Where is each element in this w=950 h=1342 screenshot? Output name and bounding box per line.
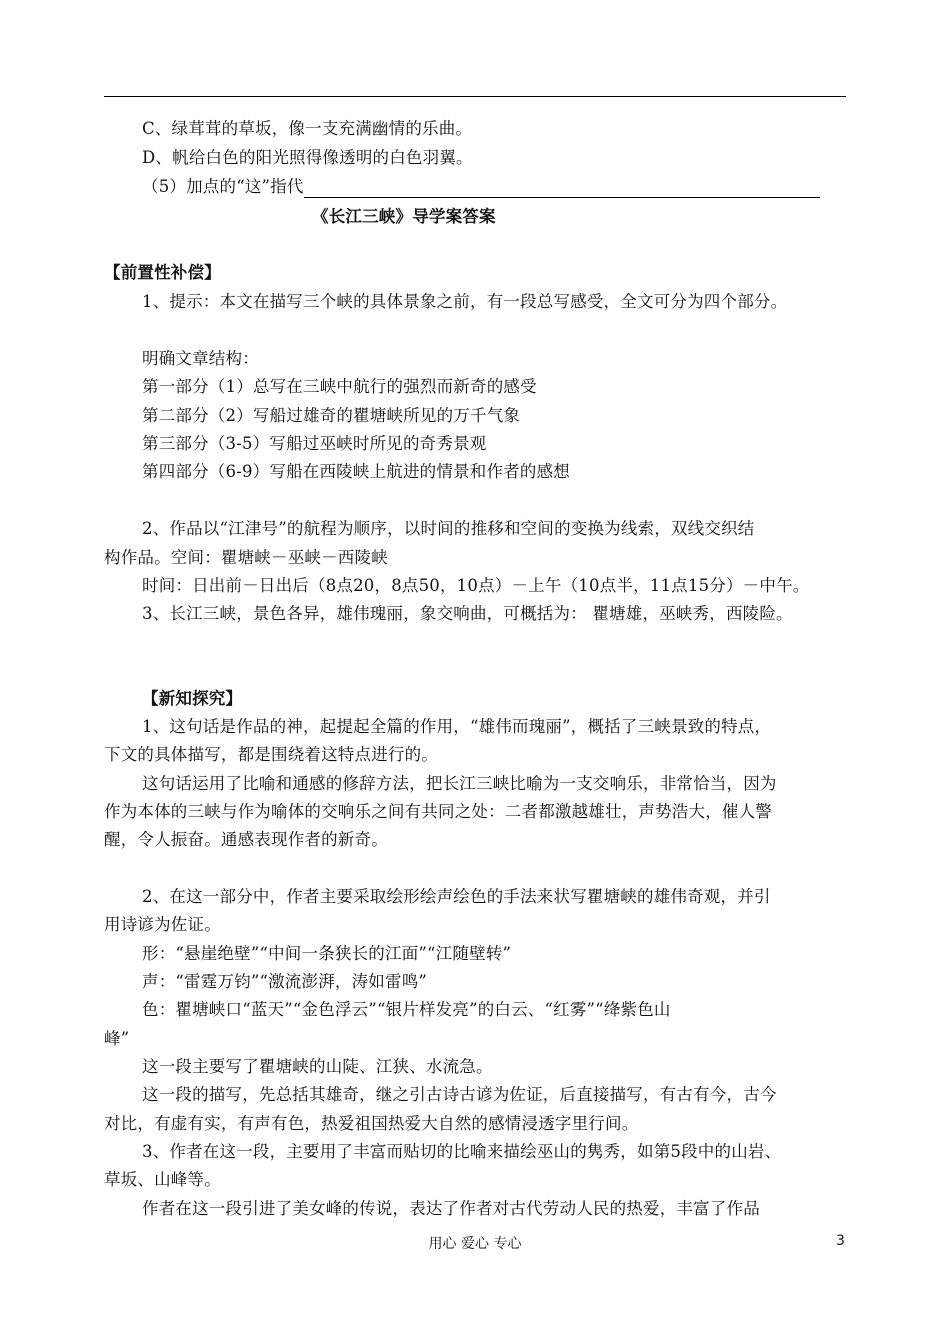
question-5-text: （5）加点的“这”指代: [142, 177, 304, 196]
q1-line-3: 这句话运用了比喻和通感的修辞方法，把长江三峡比喻为一支交响乐，非常恰当，因为: [142, 774, 777, 793]
q2-line-2: 用诗谚为佐证。: [104, 915, 221, 934]
q3-line-3: 作者在这一段引进了美女峰的传说，表达了作者对古代劳动人民的热爱，丰富了作品: [142, 1199, 760, 1218]
q1-line-4: 作为本体的三峡与作为喻体的交响乐之间有共同之处：二者都激越雄壮，声势浩大，催人警: [104, 802, 772, 821]
q1-line-5: 醒，令人振奋。通感表现作者的新奇。: [104, 830, 388, 849]
section-heading-prior: 【前置性补偿】: [104, 263, 221, 282]
footer-motto: 用心 爱心 专心: [428, 1236, 522, 1252]
q2-line-3: 形：“悬崖绝壁”“中间一条狭长的江面”“江随壁转”: [142, 944, 512, 963]
para-7-line-1: 2、作品以“江津号”的航程为顺序，以时间的推移和空间的变换为线索，双线交织结: [142, 519, 755, 538]
para-2: 明确文章结构：: [142, 349, 259, 368]
q2-line-5: 色：瞿塘峡口“蓝天”“金色浮云”“银片样发亮”的白云、“红雾”“绛紫色山: [142, 1000, 671, 1019]
question-5: [142, 176, 820, 198]
para-8: 时间：日出前－日出后（8点20，8点50，10点）－上午（10点半，11点15分）－中午。: [142, 576, 810, 595]
section-heading-new: 【新知探究】: [142, 689, 243, 708]
answer-blank: [304, 179, 820, 198]
q2-line-1: 2、在这一部分中，作者主要采取绘形绘声绘色的手法来状写瞿塘峡的雄伟奇观，并引: [142, 887, 771, 906]
para-7-line-2: 构作品。空间：瞿塘峡－巫峡－西陵峡: [104, 548, 388, 567]
q2-line-9: 对比，有虚有实，有声有色，热爱祖国热爱大自然的感情浸透字里行间。: [104, 1114, 639, 1133]
option-d: D、帆给白色的阳光照得像透明的白色羽翼。: [142, 148, 473, 167]
option-c: C、绿茸茸的草坂，像一支充满幽情的乐曲。: [142, 119, 473, 138]
answer-title: 《长江三峡》导学案答案: [312, 207, 496, 226]
q3-line-2: 草坂、山峰等。: [104, 1170, 221, 1189]
q2-line-4: 声：“雷霆万钧”“激流澎湃，涛如雷鸣”: [142, 972, 428, 991]
para-6: 第四部分（6-9）写船在西陵峡上航进的情景和作者的感想: [142, 462, 570, 481]
para-9: 3、长江三峡，景色各异，雄伟瑰丽，象交响曲，可概括为： 瞿塘雄，巫峡秀，西陵险。: [142, 604, 793, 623]
header-rule: [104, 96, 846, 97]
q2-line-8: 这一段的描写，先总括其雄奇，继之引古诗古谚为佐证，后直接描写，有古有今，古今: [142, 1085, 777, 1104]
para-5: 第三部分（3-5）写船过巫峡时所见的奇秀景观: [142, 434, 487, 453]
q1-line-1: 1、这句话是作品的神，起提起全篇的作用，“雄伟而瑰丽”，概括了三峡景致的特点，: [142, 717, 772, 736]
para-3: 第一部分（1）总写在三峡中航行的强烈而新奇的感受: [142, 377, 537, 396]
q2-line-7: 这一段主要写了瞿塘峡的山陡、江狭、水流急。: [142, 1057, 493, 1076]
para-1: 1、提示：本文在描写三个峡的具体景象之前，有一段总写感受，全文可分为四个部分。: [142, 292, 788, 311]
q2-line-6: 峰”: [104, 1029, 130, 1048]
q3-line-1: 3、作者在这一段，主要用了丰富而贴切的比喻来描绘巫山的隽秀，如第5段中的山岩、: [142, 1142, 782, 1161]
page-number: 3: [836, 1233, 845, 1249]
para-4: 第二部分（2）写船过雄奇的瞿塘峡所见的万千气象: [142, 406, 521, 425]
q1-line-2: 下文的具体描写，都是围绕着这特点进行的。: [104, 745, 438, 764]
